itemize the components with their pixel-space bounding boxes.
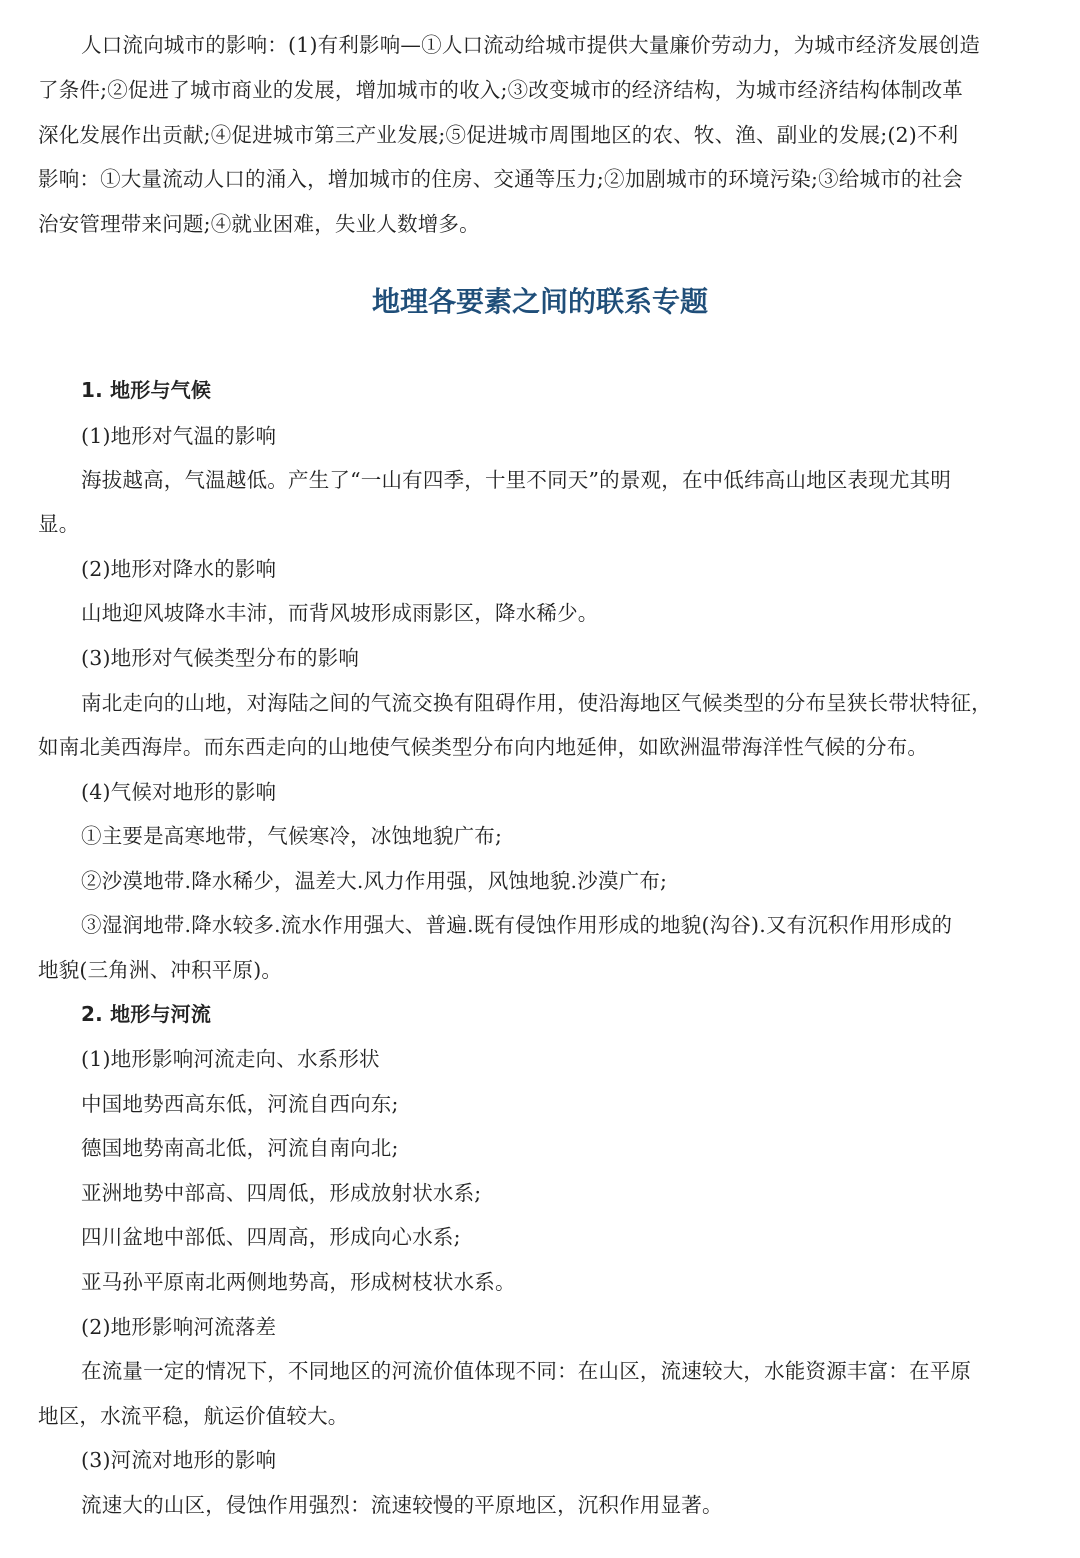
paragraph-line: 显。 bbox=[38, 512, 80, 536]
paragraph-line: 地区，水流平稳，航运价值较大。 bbox=[38, 1404, 349, 1428]
list-item: 四川盆地中部低、四周高，形成向心水系; bbox=[81, 1225, 461, 1249]
section-heading-1: 1. 地形与气候 bbox=[81, 378, 212, 402]
paragraph-line: 海拔越高，气温越低。产生了“一山有四季，十里不同天”的景观，在中低纬高山地区表现尤其明 bbox=[81, 468, 952, 492]
list-item: 地貌(三角洲、冲积平原)。 bbox=[38, 958, 283, 982]
section-heading-2: 2. 地形与河流 bbox=[81, 1002, 212, 1026]
subheading-1-1: (1)地形对气温的影响 bbox=[81, 424, 277, 448]
paragraph-line: 山地迎风坡降水丰沛，而背风坡形成雨影区，降水稀少。 bbox=[81, 601, 599, 625]
paragraph-line: 南北走向的山地，对海陆之间的气流交换有阻碍作用，使沿海地区气候类型的分布呈狭长带状特征， bbox=[81, 691, 992, 715]
intro-line-3: 深化发展作出贡献;④促进城市第三产业发展;⑤促进城市周围地区的农、牧、渔、副业的发展;(2)不利 bbox=[38, 123, 959, 147]
list-item: ③湿润地带.降水较多.流水作用强大、普遍.既有侵蚀作用形成的地貌(沟谷).又有沉积作用形成的 bbox=[81, 913, 953, 937]
list-item: ②沙漠地带.降水稀少，温差大.风力作用强，风蚀地貌.沙漠广布; bbox=[81, 869, 668, 893]
intro-line-1: 人口流向城市的影响：(1)有利影响—①人口流动给城市提供大量廉价劳动力，为城市经济发展创造 bbox=[81, 33, 981, 57]
paragraph-line: 如南北美西海岸。而东西走向的山地使气候类型分布向内地延伸，如欧洲温带海洋性气候的分布。 bbox=[38, 735, 929, 759]
paragraph-line: 在流量一定的情况下，不同地区的河流价值体现不同：在山区，流速较大，水能资源丰富：在平原 bbox=[81, 1359, 972, 1383]
page-title: 地理各要素之间的联系专题 bbox=[371, 285, 708, 318]
paragraph-line: 流速大的山区，侵蚀作用强烈：流速较慢的平原地区，沉积作用显著。 bbox=[81, 1493, 723, 1517]
list-item: 德国地势南高北低，河流自南向北; bbox=[81, 1136, 399, 1160]
list-item: ①主要是高寒地带，气候寒冷，冰蚀地貌广布; bbox=[81, 824, 503, 848]
subheading-1-2: (2)地形对降水的影响 bbox=[81, 557, 277, 581]
intro-line-5: 治安管理带来问题;④就业困难，失业人数增多。 bbox=[38, 212, 480, 236]
subheading-2-1: (1)地形影响河流走向、水系形状 bbox=[81, 1047, 380, 1071]
list-item: 亚洲地势中部高、四周低，形成放射状水系; bbox=[81, 1181, 482, 1205]
list-item: 亚马孙平原南北两侧地势高，形成树枝状水系。 bbox=[81, 1270, 516, 1294]
subheading-1-4: (4)气候对地形的影响 bbox=[81, 780, 277, 804]
subheading-2-3: (3)河流对地形的影响 bbox=[81, 1448, 277, 1472]
intro-line-4: 影响：①大量流动人口的涌入，增加城市的住房、交通等压力;②加剧城市的环境污染;③给城市的社会 bbox=[38, 167, 964, 191]
list-item: 中国地势西高东低，河流自西向东; bbox=[81, 1092, 399, 1116]
subheading-1-3: (3)地形对气候类型分布的影响 bbox=[81, 646, 360, 670]
intro-line-2: 了条件;②促进了城市商业的发展，增加城市的收入;③改变城市的经济结构，为城市经济结构体制改革 bbox=[38, 78, 964, 102]
subheading-2-2: (2)地形影响河流落差 bbox=[81, 1315, 277, 1339]
